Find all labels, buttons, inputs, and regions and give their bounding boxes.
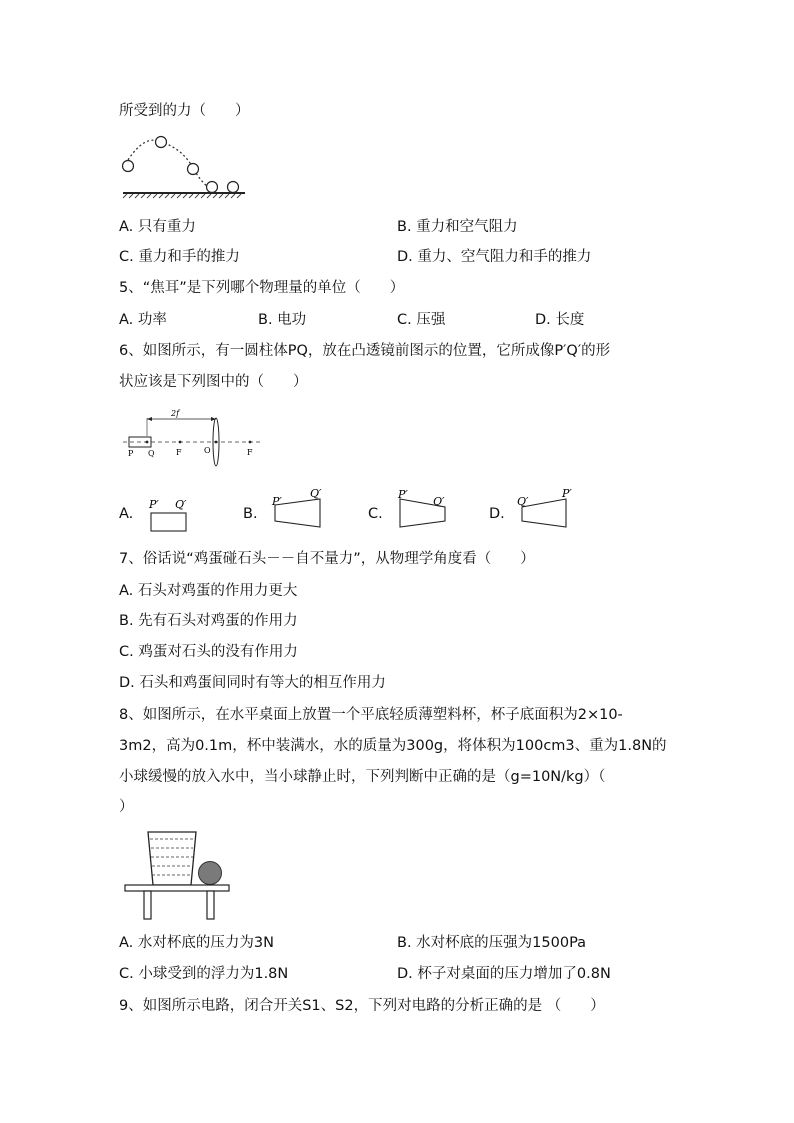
q9-stem: 9、如图所示电路，闭合开关S1、S2，下列对电路的分析正确的是 （ ）: [119, 998, 605, 1014]
q6-option-a-shape[interactable]: [146, 494, 206, 534]
q6-option-b-label-2: Q′: [310, 487, 322, 500]
q6-option-c-label-2: Q′: [433, 495, 445, 508]
q5-option-a[interactable]: A. 功率: [119, 312, 167, 328]
q8-stem-line2: 3m2，高为0.1m，杯中装满水，水的质量为300g，将体积为100cm3、重为1.8N的: [119, 738, 667, 754]
q4-option-d[interactable]: D. 重力、空气阻力和手的推力: [397, 249, 592, 265]
q6-label-q: Q: [148, 449, 155, 458]
q7-option-b[interactable]: B. 先有石头对鸡蛋的作用力: [119, 613, 298, 629]
q6-label-2f: 2f: [171, 409, 180, 418]
q8-stem-line4: ）: [119, 799, 134, 815]
q6-label-o: O: [204, 446, 211, 455]
q6-option-b-shape[interactable]: [270, 486, 330, 531]
q6-option-a-letter[interactable]: A.: [119, 506, 134, 522]
q7-option-c[interactable]: C. 鸡蛋对石头的没有作用力: [119, 644, 298, 660]
q6-option-c-letter[interactable]: C.: [368, 506, 383, 522]
q6-option-d-letter[interactable]: D.: [489, 506, 505, 522]
q6-label-f-right: F: [247, 448, 253, 457]
q8-cup-table-figure: [122, 829, 232, 921]
q6-option-d-label-2: P′: [562, 487, 572, 500]
q4-stem-tail: 所受到的力（ ）: [119, 103, 250, 119]
q8-option-d[interactable]: D. 杯子对桌面的压力增加了0.8N: [397, 966, 611, 982]
q4-option-b[interactable]: B. 重力和空气阻力: [397, 219, 518, 235]
q6-option-a-label-1: P′: [149, 498, 159, 511]
q4-ball-trajectory-figure: [119, 134, 249, 196]
q4-option-c[interactable]: C. 重力和手的推力: [119, 249, 240, 265]
q6-option-d-label-1: Q′: [517, 495, 529, 508]
q5-option-d[interactable]: D. 长度: [535, 312, 585, 328]
q6-label-p: P: [128, 449, 134, 458]
q4-option-a[interactable]: A. 只有重力: [119, 219, 196, 235]
q6-option-c-shape[interactable]: [395, 486, 455, 531]
q7-option-a[interactable]: A. 石头对鸡蛋的作用力更大: [119, 583, 298, 599]
q6-option-c-label-1: P′: [398, 488, 408, 501]
q8-stem-line1: 8、如图所示，在水平桌面上放置一个平底轻质薄塑料杯，杯子底面积为2×10-: [119, 707, 623, 723]
q5-option-c[interactable]: C. 压强: [397, 312, 446, 328]
q6-option-a-label-2: Q′: [175, 498, 187, 511]
q6-option-b-label-1: P′: [272, 495, 282, 508]
q7-option-d[interactable]: D. 石头和鸡蛋间同时有等大的相互作用力: [119, 675, 386, 691]
q6-stem-line1: 6、如图所示，有一圆柱体PQ，放在凸透镜前图示的位置，它所成像P′Q′的形: [119, 343, 611, 359]
q8-option-c[interactable]: C. 小球受到的浮力为1.8N: [119, 966, 289, 982]
q7-stem: 7、俗话说“鸡蛋碰石头－－自不量力”，从物理学角度看（ ）: [119, 551, 535, 567]
q6-stem-line2: 状应该是下列图中的（ ）: [119, 374, 308, 390]
q5-option-b[interactable]: B. 电功: [258, 312, 307, 328]
q8-option-a[interactable]: A. 水对杯底的压力为3N: [119, 935, 274, 951]
q6-lens-figure: [119, 407, 269, 467]
q6-option-d-shape[interactable]: [514, 486, 584, 531]
q6-option-b-letter[interactable]: B.: [243, 506, 258, 522]
q5-stem: 5、“焦耳”是下列哪个物理量的单位（ ）: [119, 280, 405, 296]
q8-option-b[interactable]: B. 水对杯底的压强为1500Pa: [397, 935, 587, 951]
q8-stem-line3: 小球缓慢的放入水中，当小球静止时，下列判断中正确的是（g=10N/kg）（: [119, 769, 606, 785]
q6-label-f-left: F: [176, 448, 182, 457]
